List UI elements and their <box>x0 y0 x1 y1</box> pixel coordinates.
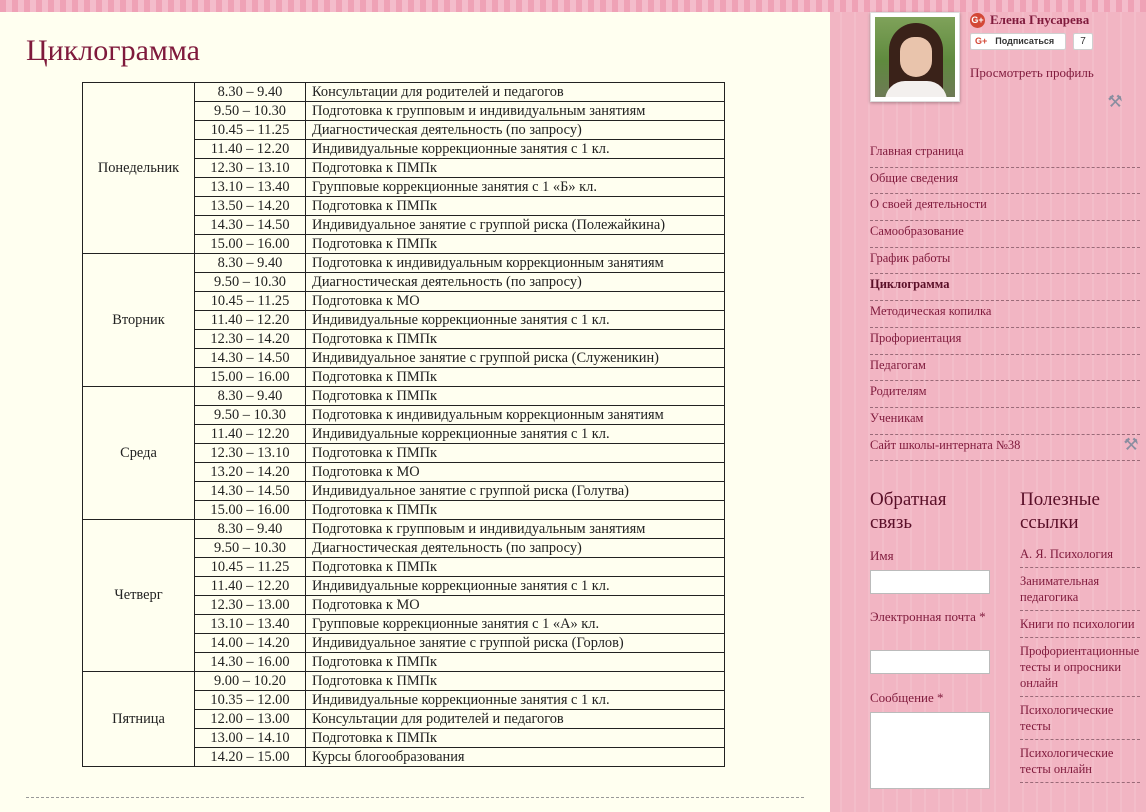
nav-item[interactable]: Общие сведения <box>870 168 1140 195</box>
nav-item[interactable]: Профориентация <box>870 328 1140 355</box>
google-plus-small-icon: G+ <box>975 36 988 46</box>
time-cell: 11.40 – 12.20 <box>195 140 306 159</box>
wrench-screwdriver-icon[interactable]: ⚒ <box>1123 435 1139 455</box>
activity-cell: Подготовка к МО <box>306 463 725 482</box>
time-cell: 11.40 – 12.20 <box>195 577 306 596</box>
nav-item[interactable]: Родителям <box>870 381 1140 408</box>
activity-cell: Индивидуальные коррекционные занятия с 1 кл. <box>306 140 725 159</box>
useful-links-title: Полезные ссылки <box>1020 489 1100 533</box>
time-cell: 12.30 – 14.20 <box>195 330 306 349</box>
table-row <box>83 520 725 539</box>
feedback-title: Обратная связь <box>870 489 947 533</box>
time-cell: 9.50 – 10.30 <box>195 539 306 558</box>
time-cell: 13.00 – 14.10 <box>195 729 306 748</box>
message-textarea[interactable] <box>870 712 990 789</box>
activity-cell: Подготовка к МО <box>306 292 725 311</box>
time-cell: 12.30 – 13.10 <box>195 444 306 463</box>
nav-item[interactable]: О своей деятельности <box>870 194 1140 221</box>
time-cell: 12.30 – 13.10 <box>195 159 306 178</box>
time-cell: 8.30 – 9.40 <box>195 254 306 273</box>
nav-item[interactable]: Циклограмма <box>870 274 1140 301</box>
time-cell: 14.30 – 14.50 <box>195 349 306 368</box>
activity-cell: Курсы блогообразования <box>306 748 725 767</box>
activity-cell: Подготовка к ПМПк <box>306 197 725 216</box>
activity-cell: Подготовка к ПМПк <box>306 558 725 577</box>
time-cell: 11.40 – 12.20 <box>195 311 306 330</box>
time-cell: 15.00 – 16.00 <box>195 368 306 387</box>
activity-cell: Подготовка к ПМПк <box>306 444 725 463</box>
main-content <box>0 12 830 812</box>
activity-cell: Групповые коррекционные занятия с 1 «Б» кл. <box>306 178 725 197</box>
follow-count: 7 <box>1073 33 1093 50</box>
time-cell: 14.30 – 14.50 <box>195 216 306 235</box>
follow-label: Подписаться <box>995 36 1055 46</box>
nav-item[interactable]: Педагогам <box>870 355 1140 382</box>
activity-cell: Индивидуальные коррекционные занятия с 1 кл. <box>306 311 725 330</box>
activity-cell: Диагностическая деятельность (по запросу) <box>306 273 725 292</box>
activity-cell: Консультации для родителей и педагогов <box>306 710 725 729</box>
google-plus-icon: G+ <box>970 13 985 28</box>
useful-link[interactable]: Профориентационные тесты и опросники онлайн <box>1020 642 1140 697</box>
email-label: Электронная почта * <box>870 609 986 624</box>
time-cell: 13.50 – 14.20 <box>195 197 306 216</box>
activity-cell: Консультации для родителей и педагогов <box>306 83 725 102</box>
day-cell: Вторник <box>83 254 195 387</box>
time-cell: 10.45 – 11.25 <box>195 121 306 140</box>
activity-cell: Подготовка к ПМПк <box>306 729 725 748</box>
view-profile-link[interactable]: Просмотреть профиль <box>970 65 1094 80</box>
time-cell: 10.35 – 12.00 <box>195 691 306 710</box>
activity-cell: Индивидуальное занятие с группой риска (Голутва) <box>306 482 725 501</box>
nav-item[interactable]: График работы <box>870 248 1140 275</box>
activity-cell: Подготовка к МО <box>306 596 725 615</box>
top-decorative-band <box>0 0 1146 12</box>
useful-link[interactable]: Психологические тесты онлайн <box>1020 744 1140 783</box>
activity-cell: Подготовка к ПМПк <box>306 235 725 254</box>
divider <box>26 797 804 798</box>
time-cell: 9.50 – 10.30 <box>195 273 306 292</box>
page-title: Циклограмма <box>26 34 200 67</box>
table-row <box>83 387 725 406</box>
time-cell: 12.30 – 13.00 <box>195 596 306 615</box>
nav-item[interactable]: Методическая копилка <box>870 301 1140 328</box>
useful-link[interactable]: Книги по психологии <box>1020 615 1140 638</box>
activity-cell: Подготовка к групповым и индивидуальным занятиям <box>306 520 725 539</box>
time-cell: 8.30 – 9.40 <box>195 83 306 102</box>
time-cell: 14.30 – 14.50 <box>195 482 306 501</box>
time-cell: 10.45 – 11.25 <box>195 292 306 311</box>
useful-link[interactable]: Занимательная педагогика <box>1020 572 1140 611</box>
activity-cell: Индивидуальные коррекционные занятия с 1 кл. <box>306 577 725 596</box>
time-cell: 9.00 – 10.20 <box>195 672 306 691</box>
table-row <box>83 83 725 102</box>
time-cell: 14.30 – 16.00 <box>195 653 306 672</box>
activity-cell: Подготовка к ПМПк <box>306 653 725 672</box>
day-cell: Четверг <box>83 520 195 672</box>
activity-cell: Подготовка к групповым и индивидуальным занятиям <box>306 102 725 121</box>
time-cell: 15.00 – 16.00 <box>195 501 306 520</box>
schedule-table <box>82 82 725 767</box>
time-cell: 12.00 – 13.00 <box>195 710 306 729</box>
activity-cell: Индивидуальные коррекционные занятия с 1 кл. <box>306 425 725 444</box>
table-row <box>83 672 725 691</box>
day-cell: Понедельник <box>83 83 195 254</box>
activity-cell: Индивидуальное занятие с группой риска (Полежайкина) <box>306 216 725 235</box>
time-cell: 13.20 – 14.20 <box>195 463 306 482</box>
nav-item[interactable]: Ученикам <box>870 408 1140 435</box>
sidebar-nav <box>870 141 1140 461</box>
activity-cell: Подготовка к индивидуальным коррекционным занятиям <box>306 254 725 273</box>
follow-button[interactable] <box>970 33 1066 50</box>
table-row <box>83 254 725 273</box>
name-input[interactable] <box>870 570 990 594</box>
time-cell: 8.30 – 9.40 <box>195 387 306 406</box>
activity-cell: Групповые коррекционные занятия с 1 «А» кл. <box>306 615 725 634</box>
profile-avatar[interactable] <box>870 12 960 102</box>
time-cell: 13.10 – 13.40 <box>195 178 306 197</box>
wrench-screwdriver-icon[interactable]: ⚒ <box>1107 92 1123 112</box>
activity-cell: Подготовка к ПМПк <box>306 330 725 349</box>
time-cell: 8.30 – 9.40 <box>195 520 306 539</box>
activity-cell: Подготовка к ПМПк <box>306 387 725 406</box>
activity-cell: Подготовка к ПМПк <box>306 159 725 178</box>
activity-cell: Подготовка к ПМПк <box>306 368 725 387</box>
useful-links-list <box>1020 545 1140 787</box>
time-cell: 15.00 – 16.00 <box>195 235 306 254</box>
useful-link[interactable]: А. Я. Психология <box>1020 545 1140 568</box>
profile-name-link[interactable]: Елена Гнусарева <box>990 12 1090 27</box>
time-cell: 14.00 – 14.20 <box>195 634 306 653</box>
nav-item[interactable]: Главная страница <box>870 141 1140 168</box>
activity-cell: Подготовка к ПМПк <box>306 672 725 691</box>
time-cell: 9.50 – 10.30 <box>195 406 306 425</box>
activity-cell: Диагностическая деятельность (по запросу) <box>306 121 725 140</box>
time-cell: 9.50 – 10.30 <box>195 102 306 121</box>
name-label: Имя <box>870 548 894 563</box>
activity-cell: Диагностическая деятельность (по запросу) <box>306 539 725 558</box>
avatar-image <box>875 17 955 97</box>
day-cell: Пятница <box>83 672 195 767</box>
time-cell: 11.40 – 12.20 <box>195 425 306 444</box>
time-cell: 13.10 – 13.40 <box>195 615 306 634</box>
activity-cell: Индивидуальные коррекционные занятия с 1 кл. <box>306 691 725 710</box>
activity-cell: Подготовка к индивидуальным коррекционным занятиям <box>306 406 725 425</box>
message-label: Сообщение * <box>870 690 944 705</box>
day-cell: Среда <box>83 387 195 520</box>
nav-item[interactable]: Самообразование <box>870 221 1140 248</box>
nav-item[interactable]: Сайт школы-интерната №38 <box>870 435 1140 462</box>
activity-cell: Индивидуальное занятие с группой риска (Горлов) <box>306 634 725 653</box>
email-input[interactable] <box>870 650 990 674</box>
time-cell: 10.45 – 11.25 <box>195 558 306 577</box>
useful-link[interactable]: Психологические тесты <box>1020 701 1140 740</box>
time-cell: 14.20 – 15.00 <box>195 748 306 767</box>
activity-cell: Подготовка к ПМПк <box>306 501 725 520</box>
activity-cell: Индивидуальное занятие с группой риска (Служеникин) <box>306 349 725 368</box>
